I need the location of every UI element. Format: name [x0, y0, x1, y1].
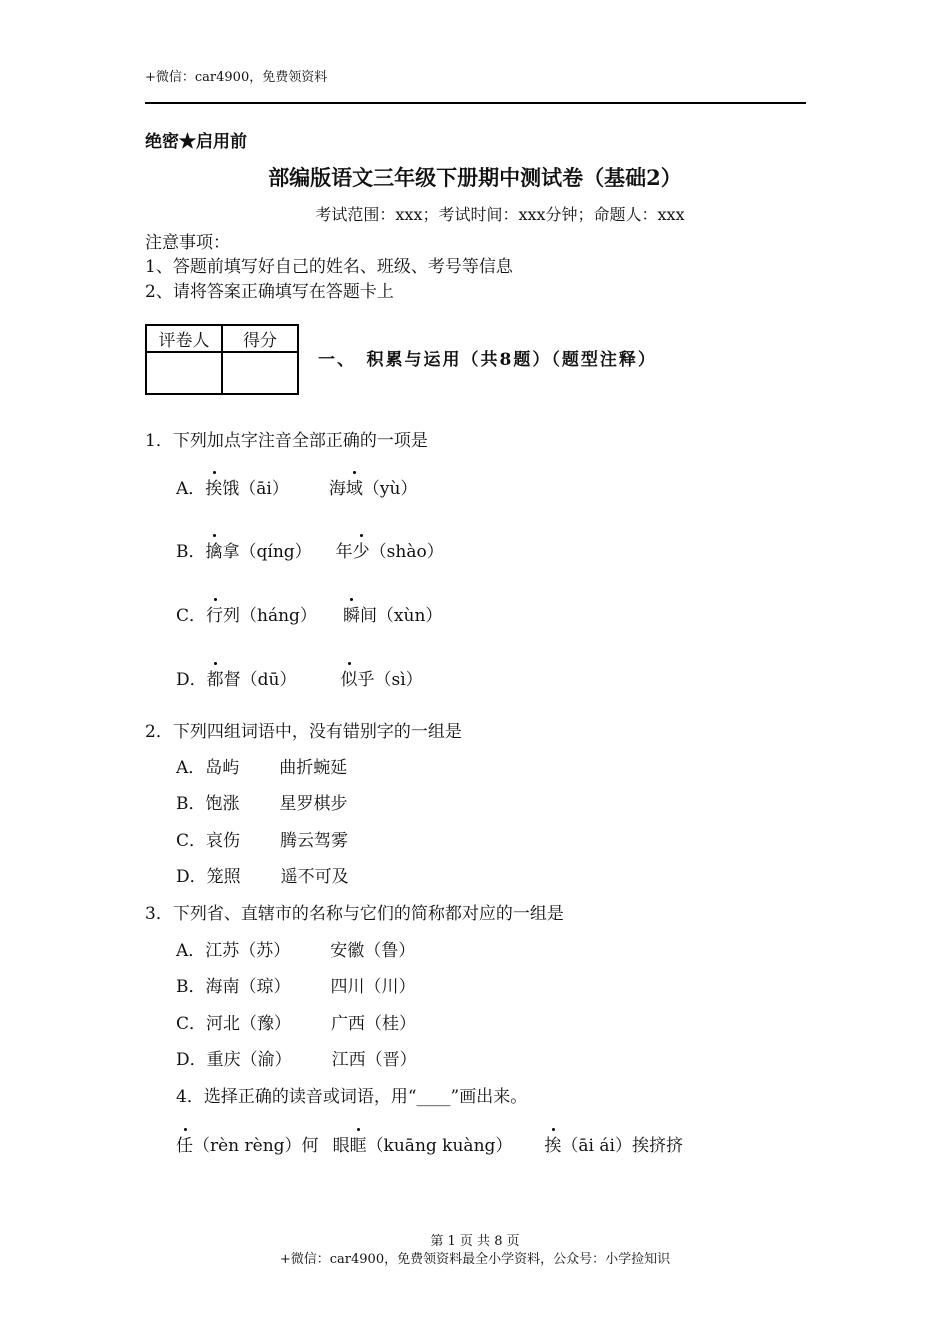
option-text: （yù）: [362, 479, 418, 499]
score-table-score-header: 得分: [222, 325, 298, 352]
q2-option-d: [176, 862, 349, 887]
option-text: 星罗棋步: [279, 794, 348, 814]
option-text: 河北（豫）: [206, 1014, 292, 1034]
option-text: 拿（qíng）: [222, 542, 312, 562]
q1-option-a: [176, 474, 417, 499]
option-text: 年: [335, 542, 353, 562]
section-1-title: 一、 积累与运用（共8题）（题型注释）: [318, 350, 657, 370]
exam-info-text: 考试范围：xxx；考试时间：xxx分钟；命题人：xxx: [315, 205, 685, 224]
option-label: C．: [176, 1014, 207, 1034]
q2-option-a: [176, 753, 347, 778]
question-2-stem: 2．下列四组词语中，没有错别字的一组是: [145, 722, 462, 742]
score-table-grader-cell: [146, 352, 222, 394]
option-label: A．: [176, 758, 206, 778]
option-text: 安徽（鲁）: [330, 941, 416, 961]
q3-option-d: [176, 1045, 417, 1070]
score-table: [145, 324, 299, 395]
option-text: 曲折蜿延: [279, 758, 348, 778]
option-label: B．: [176, 794, 206, 814]
option-text: 广西（桂）: [331, 1014, 417, 1034]
option-text: 列（háng）: [223, 606, 317, 626]
page-number: 第 1 页 共 8 页: [430, 1234, 520, 1249]
q4-item-text: （rèn rèng）何: [193, 1136, 319, 1156]
question-3-stem: 3．下列省、直辖市的名称与它们的简称都对应的一组是: [145, 904, 564, 924]
option-text: 江西（晋）: [331, 1050, 417, 1070]
option-label: C．: [176, 831, 207, 851]
dotted-char: 瞬: [343, 601, 360, 626]
notice-item-2: 2、请将答案正确填写在答题卡上: [145, 282, 394, 302]
option-text: 海: [328, 479, 346, 499]
notice-title: 注意事项：: [145, 233, 230, 253]
q4-items: [176, 1131, 683, 1156]
option-text: 重庆（渝）: [206, 1050, 292, 1070]
dotted-char: 挨: [544, 1131, 561, 1156]
question-1-stem: 1．下列加点字注音全部正确的一项是: [145, 431, 428, 451]
dotted-char: 任: [176, 1131, 193, 1156]
option-text: 哀伤: [206, 831, 241, 851]
option-text: 岛屿: [205, 758, 240, 778]
q2-option-b: [176, 789, 348, 814]
option-label: D．: [176, 670, 207, 690]
option-text: 间（xùn）: [359, 606, 443, 626]
score-table-grader-header: 评卷人: [146, 325, 222, 352]
option-label: A．: [176, 479, 206, 499]
option-label: C．: [176, 606, 207, 626]
option-label: B．: [176, 977, 206, 997]
q3-option-b: [176, 972, 416, 997]
option-text: 四川（川）: [330, 977, 416, 997]
dotted-char: 眶: [350, 1131, 367, 1156]
q3-option-c: [176, 1009, 416, 1034]
option-label: D．: [176, 867, 207, 887]
option-text: 乎（sì）: [357, 670, 423, 690]
dotted-char: 挨: [205, 474, 222, 499]
dotted-char: 少: [353, 537, 370, 562]
option-text: 饿（āi）: [222, 479, 289, 499]
exam-info: [0, 202, 950, 225]
option-label: B．: [176, 542, 206, 562]
question-4-stem: 4．选择正确的读音或词语，用“____”画出来。: [176, 1087, 528, 1107]
header-divider: [145, 102, 806, 104]
page-title: 部编版语文三年级下册期中测试卷（基础2）: [268, 165, 682, 190]
option-text: 江苏（苏）: [205, 941, 291, 961]
option-label: D．: [176, 1050, 207, 1070]
option-text: 笼照: [206, 867, 241, 887]
option-text: 遥不可及: [280, 867, 349, 887]
option-label: A．: [176, 941, 206, 961]
option-text: 海南（琼）: [205, 977, 291, 997]
confidential-label: 绝密★启用前: [145, 132, 247, 152]
option-text: 饱涨: [205, 794, 240, 814]
q1-option-c: [176, 601, 442, 626]
q4-item-text: 眼: [332, 1136, 350, 1156]
q1-option-b: [176, 537, 444, 562]
option-text: 督（dū）: [223, 670, 297, 690]
q4-item-text: （kuāng kuàng）: [366, 1136, 513, 1156]
option-text: （shào）: [369, 542, 444, 562]
q2-option-c: [176, 826, 348, 851]
dotted-char: 擒: [206, 537, 223, 562]
q3-option-a: [176, 936, 415, 961]
dotted-char: 行: [206, 601, 223, 626]
score-table-score-cell: [222, 352, 298, 394]
notice-item-1: 1、答题前填写好自己的姓名、班级、考号等信息: [145, 257, 513, 277]
header-wechat-note: +微信：car4900，免费领资料: [145, 70, 328, 85]
option-text: 腾云驾雾: [280, 831, 349, 851]
dotted-char: 似: [340, 665, 357, 690]
dotted-char: 都: [207, 665, 224, 690]
dotted-char: 域: [346, 474, 363, 499]
q4-item-text: （āi ái）挨挤挤: [561, 1136, 683, 1156]
q1-option-d: [176, 665, 423, 690]
footer-note: +微信：car4900，免费领资料最全小学资料，公众号：小学捡知识: [279, 1252, 671, 1267]
